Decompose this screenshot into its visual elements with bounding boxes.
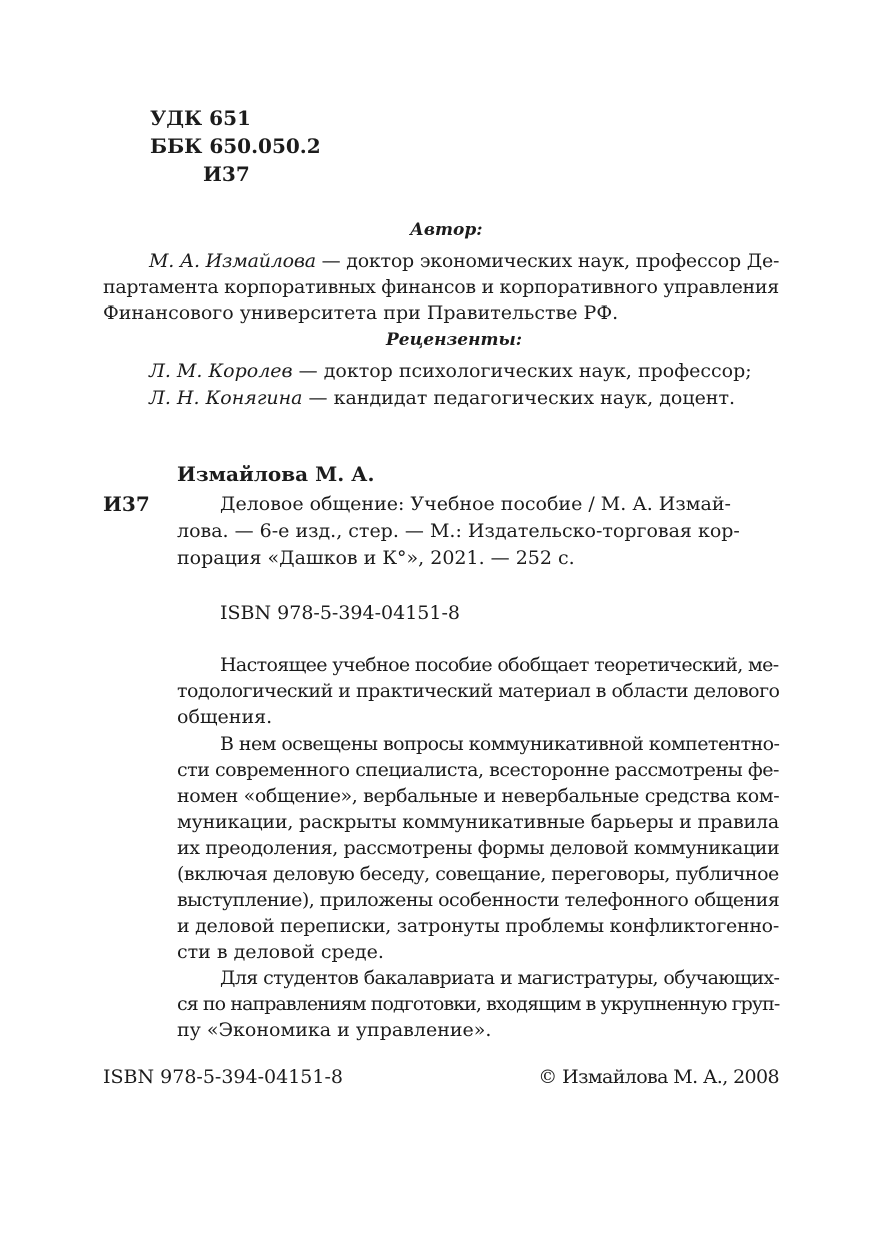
reviewer-1: [149, 358, 752, 384]
annotation-line-3: общения.: [177, 706, 273, 728]
reviewer-2: [149, 385, 735, 411]
annotation-line-11: и деловой переписки, затронуты проблемы конфликтогенно-: [177, 915, 779, 937]
annotation-line-5: сти современного специалиста, всесторонне рассмотрены фе-: [177, 759, 779, 781]
annotation-line-15: пу «Экономика и управление».: [177, 1019, 492, 1041]
bib-line-2: лова. — 6-е изд., стер. — М.: Издательско-торговая кор-: [177, 520, 740, 542]
reviewer-2-desc: — кандидат педагогических наук, доцент.: [302, 387, 736, 409]
author-heading: Автор:: [410, 220, 483, 240]
footer-isbn: ISBN 978-5-394-04151-8: [103, 1066, 343, 1088]
annotation-line-14: ся по направлениям подготовки, входящим в укрупненную груп-: [177, 993, 780, 1015]
annotation-line-13: Для студентов бакалавриата и магистратуры, обучающих-: [220, 967, 780, 989]
bib-isbn: ISBN 978-5-394-04151-8: [220, 602, 460, 624]
reviewer-1-desc: — доктор психологических наук, профессор;: [292, 360, 752, 382]
bib-line-1: Деловое общение: Учебное пособие / М. А. Измай-: [220, 493, 731, 515]
bib-line-3: порация «Дашков и К°», 2021. — 252 с.: [177, 547, 575, 569]
annotation-line-10: выступление), приложены особенности телефонного общения: [177, 889, 780, 911]
reviewer-1-name: Л. М. Королев: [149, 360, 293, 382]
author-line-3: Финансового университета при Правительстве РФ.: [103, 302, 619, 324]
annotation-line-7: муникации, раскрыты коммуникативные барьеры и правила: [177, 811, 780, 833]
annotation-line-2: тодологический и практический материал в области делового: [177, 680, 780, 702]
bib-mark: И37: [103, 492, 150, 516]
annotation-line-8: их преодоления, рассмотрены формы деловой коммуникации: [177, 837, 780, 859]
annotation-line-4: В нем освещены вопросы коммуникативной компетентно-: [220, 733, 780, 755]
annotation-line-6: номен «общение», вербальные и невербальные средства ком-: [177, 785, 780, 807]
author-mark: И37: [203, 162, 250, 186]
author-line-1: [149, 248, 779, 274]
udk-code: УДК 651: [150, 106, 251, 130]
copyright: © Измайлова М. А., 2008: [538, 1066, 779, 1088]
reviewers-heading: Рецензенты:: [386, 330, 523, 350]
reviewer-2-name: Л. Н. Конягина: [149, 387, 303, 409]
author-name: М. А. Измайлова: [149, 250, 316, 272]
annotation-line-1: Настоящее учебное пособие обобщает теоретический, ме-: [220, 654, 779, 676]
author-desc-1: — доктор экономических наук, профессор Де-: [315, 250, 780, 272]
bbk-code: ББК 650.050.2: [150, 134, 321, 158]
author-line-2: партамента корпоративных финансов и корпоративного управления: [103, 276, 779, 298]
annotation-line-12: сти в деловой среде.: [177, 941, 384, 963]
bib-author: Измайлова М. А.: [177, 462, 375, 486]
annotation-line-9: (включая деловую беседу, совещание, переговоры, публичное: [177, 863, 779, 885]
